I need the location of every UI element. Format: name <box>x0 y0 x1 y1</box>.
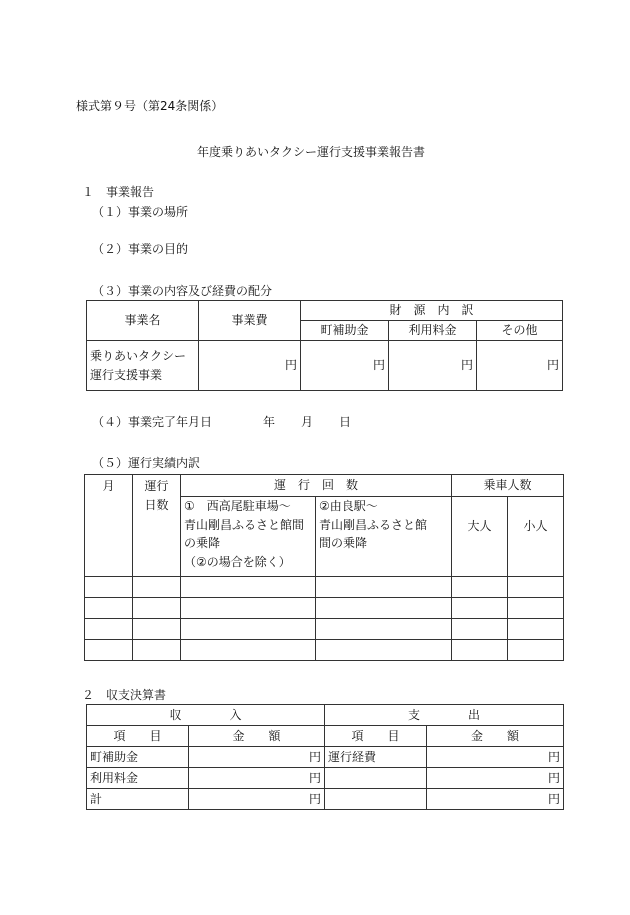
cell[interactable] <box>452 598 508 619</box>
header-expense-item: 項 目 <box>325 726 427 747</box>
cell[interactable] <box>85 640 133 661</box>
budget-table <box>86 704 564 810</box>
cell[interactable] <box>133 577 181 598</box>
yen-label: 円 <box>548 770 561 785</box>
income-amount[interactable] <box>189 768 325 789</box>
cell[interactable] <box>452 577 508 598</box>
header-child <box>508 497 564 577</box>
item-location: （１）事業の場所 <box>92 205 189 219</box>
section2-heading: ２ 収支決算書 <box>82 688 167 702</box>
header-income-amount: 金 額 <box>189 726 325 747</box>
income-item: 利用料金 <box>87 768 189 789</box>
item-content: （３）事業の内容及び経費の配分 <box>92 284 273 298</box>
expense-amount[interactable] <box>427 768 564 789</box>
cell[interactable] <box>508 577 564 598</box>
item-operation-results: （５）運行実績内訳 <box>92 456 201 470</box>
header-business-name: 事業名 <box>87 301 199 341</box>
cell-subsidy[interactable] <box>301 341 389 391</box>
yen-label: 円 <box>548 791 561 806</box>
yen-label: 円 <box>460 358 473 373</box>
route1-line2: 青山剛昌ふるさと館間 <box>184 517 305 532</box>
header-expense-amount: 金 額 <box>427 726 564 747</box>
route1-line4: （②の場合を除く） <box>184 554 291 569</box>
cell[interactable] <box>508 640 564 661</box>
header-breakdown: 財 源 内 訳 <box>301 301 563 321</box>
row-name-line2: 運行支援事業 <box>90 367 163 382</box>
yen-label: 円 <box>284 358 297 373</box>
cell[interactable] <box>508 598 564 619</box>
row-business-name <box>87 341 199 391</box>
cell[interactable] <box>316 619 452 640</box>
section1-heading: １ 事業報告 <box>82 185 155 199</box>
table-row <box>87 789 564 810</box>
date-month-label: 月 <box>301 415 314 429</box>
yen-label: 円 <box>309 791 322 806</box>
cell[interactable] <box>85 619 133 640</box>
cell[interactable] <box>181 640 316 661</box>
cost-table <box>86 300 563 391</box>
route2-line2: 青山剛昌ふるさと館 <box>319 517 428 532</box>
cell[interactable] <box>452 619 508 640</box>
table-row <box>87 747 564 768</box>
cell-other[interactable] <box>477 341 563 391</box>
cell[interactable] <box>181 577 316 598</box>
income-amount[interactable] <box>189 789 325 810</box>
header-month <box>85 475 133 577</box>
header-child-text: 小人 <box>523 519 548 533</box>
date-year-label: 年 <box>263 415 276 429</box>
income-amount[interactable] <box>189 747 325 768</box>
yen-label: 円 <box>372 358 385 373</box>
cell[interactable] <box>452 640 508 661</box>
item-completion-date: （４）事業完了年月日 <box>92 415 213 429</box>
cell[interactable] <box>316 640 452 661</box>
header-income: 収 入 <box>87 705 325 726</box>
yen-label: 円 <box>309 770 322 785</box>
income-item: 計 <box>87 789 189 810</box>
cell[interactable] <box>85 598 133 619</box>
table-row <box>85 619 564 640</box>
header-days-line2: 日数 <box>144 497 169 512</box>
header-subsidy: 町補助金 <box>301 321 389 341</box>
route1-line1: ① 西高尾駐車場～ <box>184 499 291 513</box>
header-route1 <box>181 497 316 577</box>
table-row <box>85 598 564 619</box>
expense-item <box>325 768 427 789</box>
expense-item: 運行経費 <box>325 747 427 768</box>
cell[interactable] <box>181 598 316 619</box>
header-adult <box>452 497 508 577</box>
yen-label: 円 <box>548 749 561 764</box>
yen-label: 円 <box>547 358 560 373</box>
table-row <box>85 640 564 661</box>
expense-amount[interactable] <box>427 789 564 810</box>
date-day-label: 日 <box>339 415 352 429</box>
header-other: その他 <box>477 321 563 341</box>
expense-amount[interactable] <box>427 747 564 768</box>
header-operations: 運 行 回 数 <box>181 475 452 497</box>
header-month-text: 月 <box>102 479 115 493</box>
cell-fee[interactable] <box>389 341 477 391</box>
row-name-line1: 乗りあいタクシー <box>90 348 187 363</box>
route2-line3: 間の乗降 <box>319 536 368 551</box>
header-days-line1: 運行 <box>144 479 169 493</box>
cell[interactable] <box>508 619 564 640</box>
header-cost: 事業費 <box>199 301 301 341</box>
header-adult-text: 大人 <box>467 519 492 533</box>
operations-table <box>84 474 564 661</box>
item-purpose: （２）事業の目的 <box>92 242 189 256</box>
route2-line1: ②由良駅～ <box>319 499 378 513</box>
page-title: 年度乗りあいタクシー運行支援事業報告書 <box>197 145 426 159</box>
table-row <box>85 577 564 598</box>
header-fee: 利用料金 <box>389 321 477 341</box>
table-row <box>87 768 564 789</box>
route1-line3: の乗降 <box>184 536 221 551</box>
header-expense: 支 出 <box>325 705 564 726</box>
yen-label: 円 <box>309 749 322 764</box>
cell[interactable] <box>85 577 133 598</box>
cell[interactable] <box>181 619 316 640</box>
form-number: 様式第９号（第24条関係） <box>76 99 224 113</box>
cell-cost[interactable] <box>199 341 301 391</box>
cell[interactable] <box>133 619 181 640</box>
expense-item <box>325 789 427 810</box>
header-days <box>133 475 181 577</box>
cell[interactable] <box>133 598 181 619</box>
cell[interactable] <box>133 640 181 661</box>
cell[interactable] <box>316 577 452 598</box>
cell[interactable] <box>316 598 452 619</box>
header-passengers: 乗車人数 <box>452 475 564 497</box>
header-route2 <box>316 497 452 577</box>
header-income-item: 項 目 <box>87 726 189 747</box>
income-item: 町補助金 <box>87 747 189 768</box>
